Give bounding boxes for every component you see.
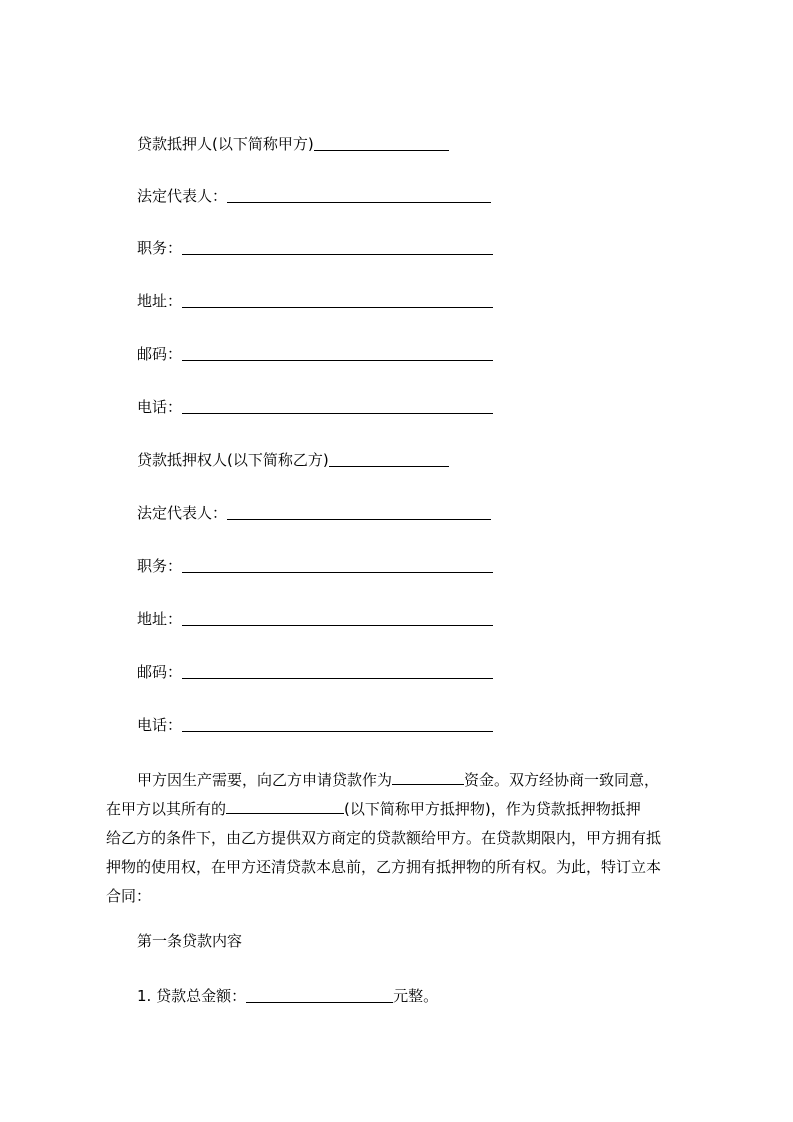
party-a-postcode-blank[interactable]: [182, 344, 493, 361]
party-a-rep-blank[interactable]: [227, 186, 491, 203]
party-b-title-blank[interactable]: [182, 556, 493, 573]
intro-line-3: 给乙方的条件下，由乙方提供双方商定的贷款额给甲方。在贷款期限内，甲方拥有抵: [106, 829, 662, 847]
party-b-address-field: [137, 605, 493, 629]
party-a-address-field: [137, 287, 493, 311]
loan-amount-label: 1. 贷款总金额：: [137, 987, 247, 1005]
party-a-address-label: 地址：: [137, 292, 183, 310]
fund-purpose-blank[interactable]: [392, 770, 464, 785]
party-b-phone-field: [137, 711, 493, 735]
article-1-heading: 第一条贷款内容: [137, 932, 243, 950]
party-b-address-label: 地址：: [137, 610, 183, 628]
party-a-title-field: [137, 234, 493, 258]
party-a-phone-field: [137, 393, 493, 417]
party-b-name-blank[interactable]: [329, 450, 449, 467]
party-b-postcode-field: [137, 658, 493, 682]
party-b-title-label: 职务：: [137, 557, 183, 575]
party-a-title-blank[interactable]: [182, 238, 493, 255]
party-a-phone-blank[interactable]: [182, 397, 493, 414]
party-a-header-label: 贷款抵押人(以下简称甲方): [137, 135, 314, 153]
intro-line-1-text-a: 甲方因生产需要，向乙方申请贷款作为: [137, 771, 393, 789]
party-b-header: [137, 446, 449, 470]
party-a-phone-label: 电话：: [137, 398, 183, 416]
party-b-header-label: 贷款抵押权人(以下简称乙方): [137, 451, 329, 469]
loan-amount-field: [137, 982, 438, 1006]
party-b-phone-blank[interactable]: [182, 715, 493, 732]
party-b-rep-label: 法定代表人：: [137, 504, 228, 522]
intro-line-2-text-a: 在甲方以其所有的: [106, 800, 227, 818]
party-a-postcode-field: [137, 340, 493, 364]
party-b-address-blank[interactable]: [182, 609, 493, 626]
intro-line-5: 合同：: [106, 887, 152, 905]
party-b-phone-label: 电话：: [137, 716, 183, 734]
intro-line-2-text-b: (以下简称甲方抵押物)，作为贷款抵押物抵押: [344, 800, 641, 818]
intro-paragraph: [106, 766, 698, 911]
party-b-title-field: [137, 552, 493, 576]
collateral-blank[interactable]: [226, 799, 344, 814]
intro-line-4: 押物的使用权，在甲方还清贷款本息前，乙方拥有抵押物的所有权。为此，特订立本: [106, 858, 662, 876]
party-b-postcode-label: 邮码：: [137, 663, 183, 681]
party-a-rep-label: 法定代表人：: [137, 187, 228, 205]
intro-line-1-text-b: 资金。双方经协商一致同意，: [464, 771, 660, 789]
party-a-title-label: 职务：: [137, 239, 183, 257]
loan-amount-suffix: 元整。: [393, 987, 439, 1005]
party-a-header: [137, 130, 449, 154]
party-a-address-blank[interactable]: [182, 291, 493, 308]
party-b-postcode-blank[interactable]: [182, 662, 493, 679]
loan-amount-blank[interactable]: [246, 986, 393, 1003]
intro-line-1: [106, 766, 698, 795]
party-a-postcode-label: 邮码：: [137, 345, 183, 363]
party-b-rep-blank[interactable]: [227, 503, 491, 520]
party-a-name-blank[interactable]: [314, 134, 449, 151]
intro-line-2: [106, 795, 698, 824]
party-b-rep-field: [137, 499, 491, 523]
party-a-rep-field: [137, 182, 491, 206]
